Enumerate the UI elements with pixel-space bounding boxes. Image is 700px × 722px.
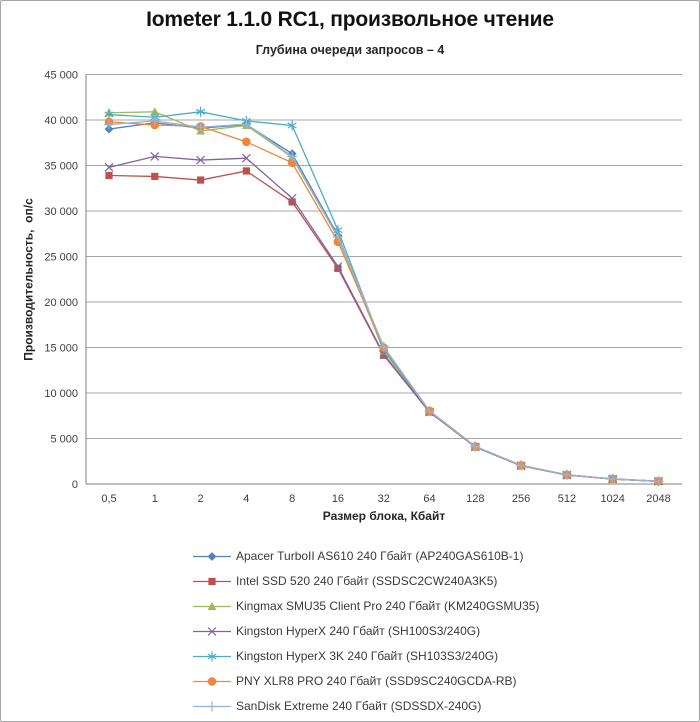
legend-label: Kingmax SMU35 Client Pro 240 Гбайт (KM240GSMU35): [236, 599, 540, 613]
y-tick-label: 0: [71, 479, 78, 491]
legend-label: SanDisk Extreme 240 Гбайт (SDSSDX-240G): [236, 699, 482, 713]
square-marker-icon: [105, 172, 112, 179]
x-tick-label: 2048: [646, 493, 671, 505]
x-tick-label: 64: [423, 493, 436, 505]
circle-marker-icon: [208, 677, 217, 686]
series-line-1: [109, 171, 658, 481]
series-line-5: [109, 122, 658, 481]
legend-item: [193, 624, 539, 638]
x-tick-label: 4: [243, 493, 250, 505]
series-line-6: [109, 121, 658, 481]
legend-key-asterisk: [193, 650, 231, 663]
square-marker-icon: [208, 577, 215, 584]
x-tick-label: 512: [557, 493, 577, 505]
x-tick-label: 0,5: [101, 493, 117, 505]
y-tick-label: 20 000: [44, 297, 78, 309]
legend-item: [193, 599, 539, 613]
circle-marker-icon: [242, 138, 251, 147]
x-tick-label: 16: [331, 493, 345, 505]
series-line-4: [109, 112, 658, 481]
legend-label: Apacer TurboII AS610 240 Гбайт (AP240GAS610B-1): [236, 549, 524, 563]
y-tick-label: 40 000: [44, 115, 78, 127]
diamond-marker-icon: [208, 552, 217, 561]
legend-label: Kingston HyperX 3K 240 Гбайт (SH103S3/240G): [236, 649, 499, 663]
square-marker-icon: [243, 167, 250, 174]
x-tick-label: 1: [151, 493, 158, 505]
x-axis-title: Размер блока, Кбайт: [322, 509, 446, 523]
chart-subtitle: Глубина очереди запросов – 4: [255, 43, 445, 57]
legend-key-plus: [193, 700, 231, 713]
x-tick-label: 128: [466, 493, 485, 505]
legend-label: Kingston HyperX 240 Гбайт (SH100S3/240G): [236, 624, 481, 638]
legend-key-square: [193, 575, 231, 588]
x-tick-label: 1024: [600, 493, 625, 505]
legend-key-triangle: [193, 600, 231, 613]
legend-label: PNY XLR8 PRO 240 Гбайт (SSD9SC240GCDA-RB): [236, 674, 517, 688]
y-tick-label: 30 000: [44, 206, 78, 218]
legend-key-circle: [193, 675, 231, 688]
y-tick-label: 5 000: [50, 433, 78, 446]
x-tick-label: 32: [377, 493, 390, 505]
legend-item: [193, 649, 539, 663]
legend-item: [193, 699, 539, 713]
chart-title: Iometer 1.1.0 RC1, произвольное чтение: [146, 8, 554, 31]
square-marker-icon: [151, 173, 158, 180]
y-tick-label: 10 000: [44, 388, 78, 400]
legend: [193, 549, 539, 713]
legend-item: [193, 674, 539, 688]
y-tick-label: 35 000: [44, 160, 78, 173]
series-line-2: [109, 112, 658, 482]
y-tick-label: 15 000: [44, 342, 78, 355]
series-line-3: [109, 156, 658, 481]
legend-key-diamond: [193, 550, 231, 563]
y-tick-label: 25 000: [44, 251, 78, 264]
y-tick-label: 45 000: [44, 69, 78, 82]
square-marker-icon: [197, 176, 204, 183]
x-tick-label: 2: [197, 493, 204, 505]
plus-marker-icon: [207, 701, 217, 711]
legend-label: Intel SSD 520 240 Гбайт (SSDSC2CW240A3K5): [236, 574, 498, 588]
x-tick-label: 8: [289, 493, 296, 505]
legend-key-x: [193, 625, 231, 638]
y-axis-title: Производительность, оп/с: [21, 198, 36, 361]
x-tick-label: 256: [511, 493, 531, 505]
legend-item: [193, 549, 539, 563]
plot-svg: [1, 1, 700, 521]
legend-item: [193, 574, 539, 588]
